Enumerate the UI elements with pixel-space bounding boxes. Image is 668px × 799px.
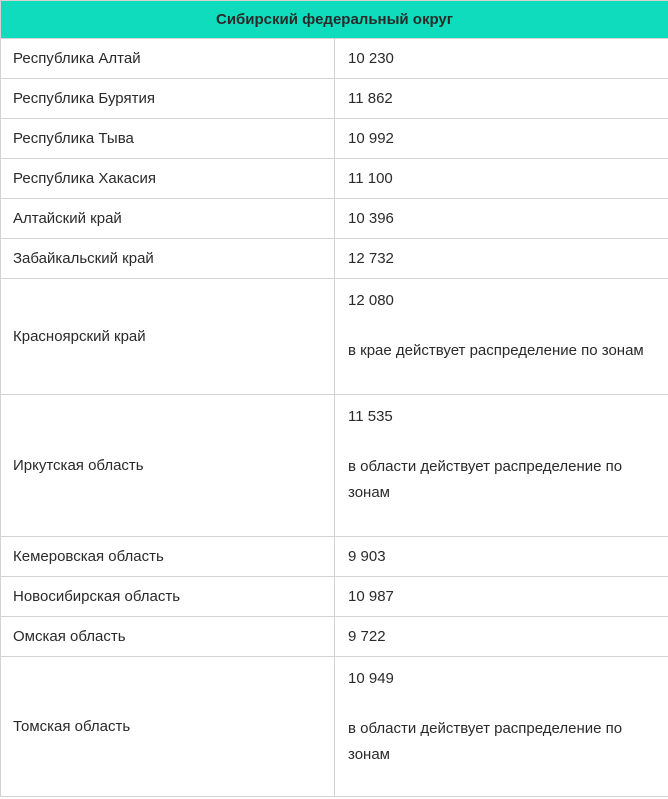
region-note: в области действует распределение по зонам <box>348 458 623 501</box>
region-value: 11 862 <box>335 79 668 119</box>
region-value: 11 535 <box>348 408 393 425</box>
table-row <box>1 279 668 395</box>
region-value-cell <box>335 657 668 797</box>
region-value-cell <box>335 395 668 537</box>
region-value: 9 903 <box>335 537 668 577</box>
table-row <box>1 577 668 617</box>
region-value: 10 396 <box>335 199 668 239</box>
region-value: 12 080 <box>348 292 394 309</box>
table-row <box>1 119 668 159</box>
region-name: Иркутская область <box>1 395 335 537</box>
region-name: Красноярский край <box>1 279 335 395</box>
region-value: 10 992 <box>335 119 668 159</box>
table-header: Сибирский федеральный округ <box>1 1 668 39</box>
region-value: 11 100 <box>335 159 668 199</box>
region-name: Республика Тыва <box>1 119 335 159</box>
region-value: 12 732 <box>335 239 668 279</box>
region-name: Республика Хакасия <box>1 159 335 199</box>
region-note: в крае действует распределение по зонам <box>348 342 644 359</box>
region-value: 10 987 <box>335 577 668 617</box>
table-row <box>1 159 668 199</box>
region-name: Республика Алтай <box>1 39 335 79</box>
region-value-cell <box>335 279 668 395</box>
table-row <box>1 239 668 279</box>
region-name: Забайкальский край <box>1 239 335 279</box>
region-name: Кемеровская область <box>1 537 335 577</box>
table-row <box>1 617 668 657</box>
region-name: Омская область <box>1 617 335 657</box>
table-row <box>1 537 668 577</box>
table-row <box>1 395 668 537</box>
table-row <box>1 199 668 239</box>
table-row <box>1 79 668 119</box>
region-value: 10 949 <box>348 670 394 687</box>
region-name: Республика Бурятия <box>1 79 335 119</box>
table-row <box>1 39 668 79</box>
region-name: Томская область <box>1 657 335 797</box>
region-value: 10 230 <box>335 39 668 79</box>
region-note: в области действует распределение по зонам <box>348 720 623 763</box>
region-name: Алтайский край <box>1 199 335 239</box>
table-row <box>1 657 668 797</box>
region-name: Новосибирская область <box>1 577 335 617</box>
region-value: 9 722 <box>335 617 668 657</box>
